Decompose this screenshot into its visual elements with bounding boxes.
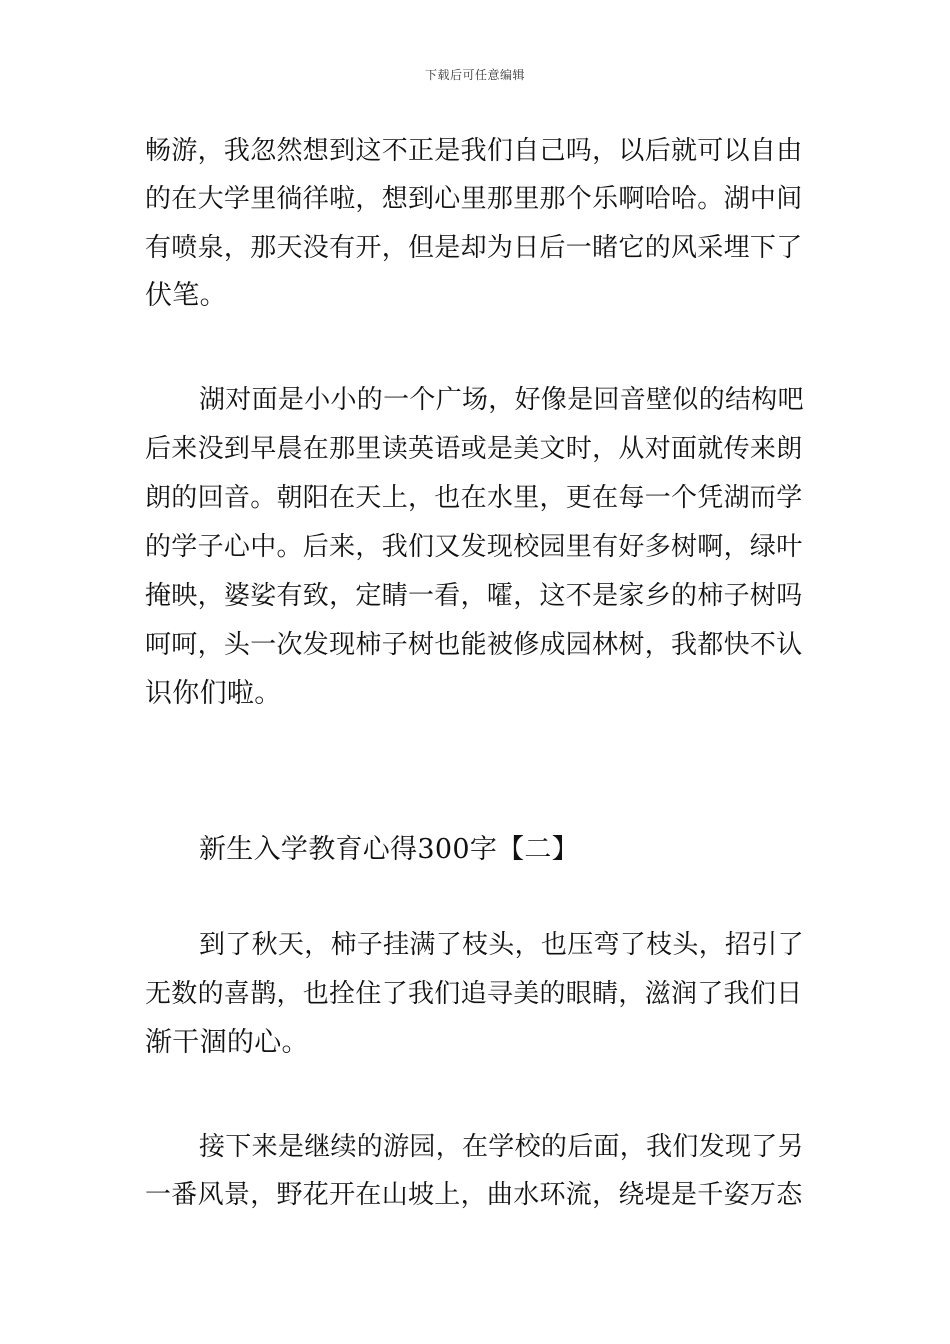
paragraph-line: 畅游，我忽然想到这不正是我们自己吗，以后就可以自由 [145, 136, 803, 166]
paragraph-line: 一番风景，野花开在山坡上，曲水环流，绕堤是千姿万态 [145, 1180, 803, 1210]
paragraph-line: 有喷泉，那天没有开，但是却为日后一睹它的风采埋下了 [145, 233, 803, 263]
header-note: 下载后可任意编辑 [424, 68, 525, 82]
paragraph-line: 呵呵，头一次发现柿子树也能被修成园林树，我都快不认 [145, 630, 803, 660]
paragraph-line: 的在大学里徜徉啦，想到心里那里那个乐啊哈哈。湖中间 [145, 184, 803, 214]
paragraph-line: 识你们啦。 [145, 678, 282, 709]
paragraph-line: 的学子心中。后来，我们又发现校园里有好多树啊，绿叶 [145, 532, 803, 562]
paragraph-line: 接下来是继续的游园，在学校的后面，我们发现了另 [199, 1132, 804, 1162]
paragraph-line: 无数的喜鹊，也拴住了我们追寻美的眼睛，滋润了我们日 [145, 979, 803, 1009]
paragraph-line: 朗的回音。朝阳在天上，也在水里，更在每一个凭湖而学 [145, 483, 803, 513]
section-heading: 新生入学教育心得300字【二】 [199, 834, 580, 865]
paragraph-line: 伏笔。 [145, 280, 227, 311]
paragraph-line: 到了秋天，柿子挂满了枝头，也压弯了枝头，招引了 [199, 930, 804, 960]
paragraph-line: 掩映，婆娑有致，定睛一看，嚯，这不是家乡的柿子树吗 [145, 581, 803, 611]
paragraph-line: 湖对面是小小的一个广场，好像是回音壁似的结构吧 [199, 385, 804, 415]
paragraph-line: 渐干涸的心。 [145, 1027, 309, 1058]
paragraph-line: 后来没到早晨在那里读英语或是美文时，从对面就传来朗 [145, 434, 803, 464]
